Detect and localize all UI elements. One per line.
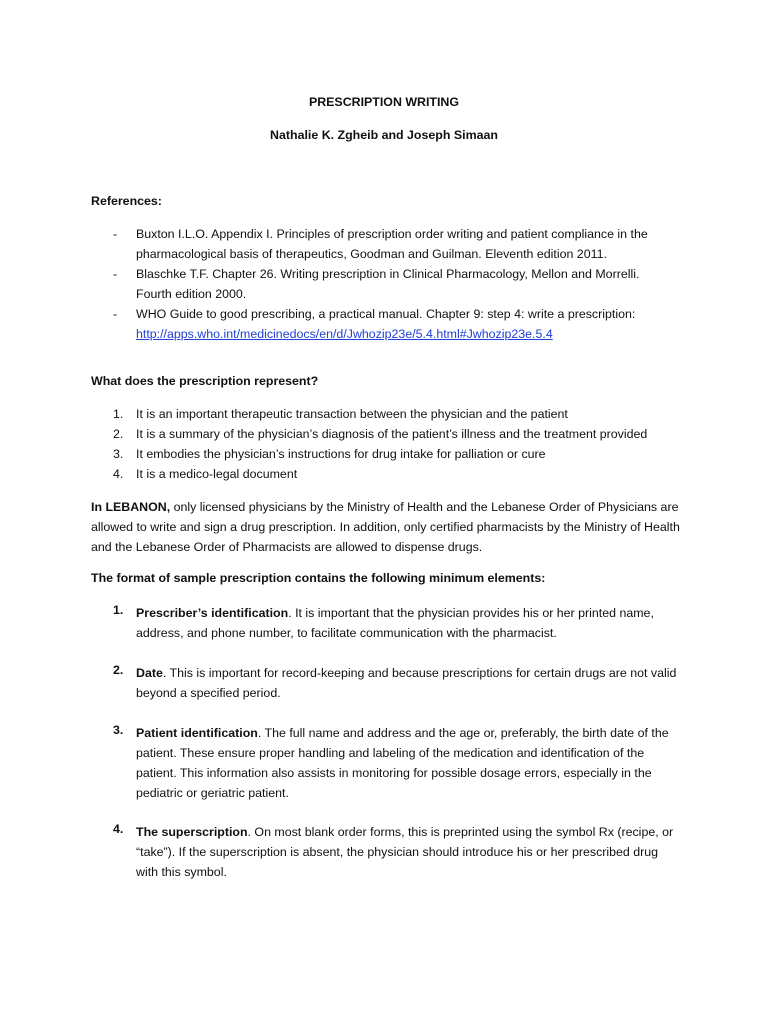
format-number: 4. [113, 822, 124, 836]
format-term: Patient identification [136, 726, 258, 740]
reference-item [0, 224, 666, 264]
format-item-text [136, 822, 681, 882]
lebanon-text: only licensed physicians by the Ministry of Health and the Lebanese Order of Physicians are allowed to write and sign a drug prescription. In addition, only certified pharmacists by the Ministry of Health and the Lebanese Order of Pharmacists are allowed to dispense drugs. [91, 500, 680, 554]
reference-bullet: - [113, 307, 118, 321]
represent-list [0, 404, 696, 484]
format-number: 2. [113, 663, 124, 677]
lebanon-paragraph [91, 497, 681, 557]
list-item-text: It is a medico-legal document [136, 467, 298, 481]
who-guide-link[interactable]: http://apps.who.int/medicinedocs/en/d/Jwhozip23e/5.4.html#Jwhozip23e.5.4 [136, 327, 553, 341]
references-list [0, 224, 666, 344]
format-item-text [136, 723, 681, 803]
reference-text: Buxton I.L.O. Appendix I. Principles of prescription order writing and patient compliance in the pharmacological basis of therapeutics, Goodman and Guilman. Eleventh edition 2011. [136, 227, 648, 261]
list-item [0, 464, 696, 484]
reference-text: WHO Guide to good prescribing, a practical manual. Chapter 9: step 4: write a prescription: [136, 307, 636, 321]
reference-item [0, 304, 666, 344]
document-authors: Nathalie K. Zgheib and Joseph Simaan [270, 128, 498, 142]
format-number: 3. [113, 723, 124, 737]
format-item-text [136, 603, 681, 643]
list-item-text: It is an important therapeutic transaction between the physician and the patient [136, 407, 568, 421]
format-number: 1. [113, 603, 124, 617]
format-description: . It is important that the physician provides his or her printed name, address, and phone number, to facilitate communication with the pharmacist. [136, 606, 654, 640]
list-item-text: It is a summary of the physician’s diagnosis of the patient’s illness and the treatment provided [136, 427, 648, 441]
format-heading: The format of sample prescription contains the following minimum elements: [91, 571, 546, 585]
list-number: 1. [113, 407, 124, 421]
document-title: PRESCRIPTION WRITING [308, 95, 460, 109]
list-number: 3. [113, 447, 124, 461]
list-number: 4. [113, 467, 124, 481]
reference-bullet: - [113, 267, 118, 281]
list-number: 2. [113, 427, 124, 441]
reference-item [0, 264, 666, 304]
list-item [0, 444, 696, 464]
format-description: . This is important for record-keeping and because prescriptions for certain drugs are not valid beyond a specified period. [136, 666, 677, 700]
format-description: . On most blank order forms, this is preprinted using the symbol Rx (recipe, or “take”). If the superscription is absent, the physician should introduce his or her prescribed drug with this symbol. [136, 825, 674, 879]
list-item [0, 404, 696, 424]
represent-heading: What does the prescription represent? [91, 374, 319, 388]
format-item-text [136, 663, 681, 703]
format-term: Date [136, 666, 163, 680]
lebanon-lead: In LEBANON, [91, 500, 171, 514]
reference-text: Blaschke T.F. Chapter 26. Writing prescription in Clinical Pharmacology, Mellon and Morrelli. Fourth edition 2000. [136, 267, 640, 301]
list-item-text: It embodies the physician’s instructions for drug intake for palliation or cure [136, 447, 546, 461]
reference-bullet: - [113, 227, 118, 241]
format-term: Prescriber’s identification [136, 606, 289, 620]
format-description: . The full name and address and the age or, preferably, the birth date of the patient. These ensure proper handling and labeling of the medication and identification of the patient. This information also assists in monitoring for possible dosage errors, especially in the pediatric or geriatric patient. [136, 726, 669, 800]
references-heading: References: [91, 194, 162, 208]
list-item [0, 424, 696, 444]
format-term: The superscription [136, 825, 248, 839]
